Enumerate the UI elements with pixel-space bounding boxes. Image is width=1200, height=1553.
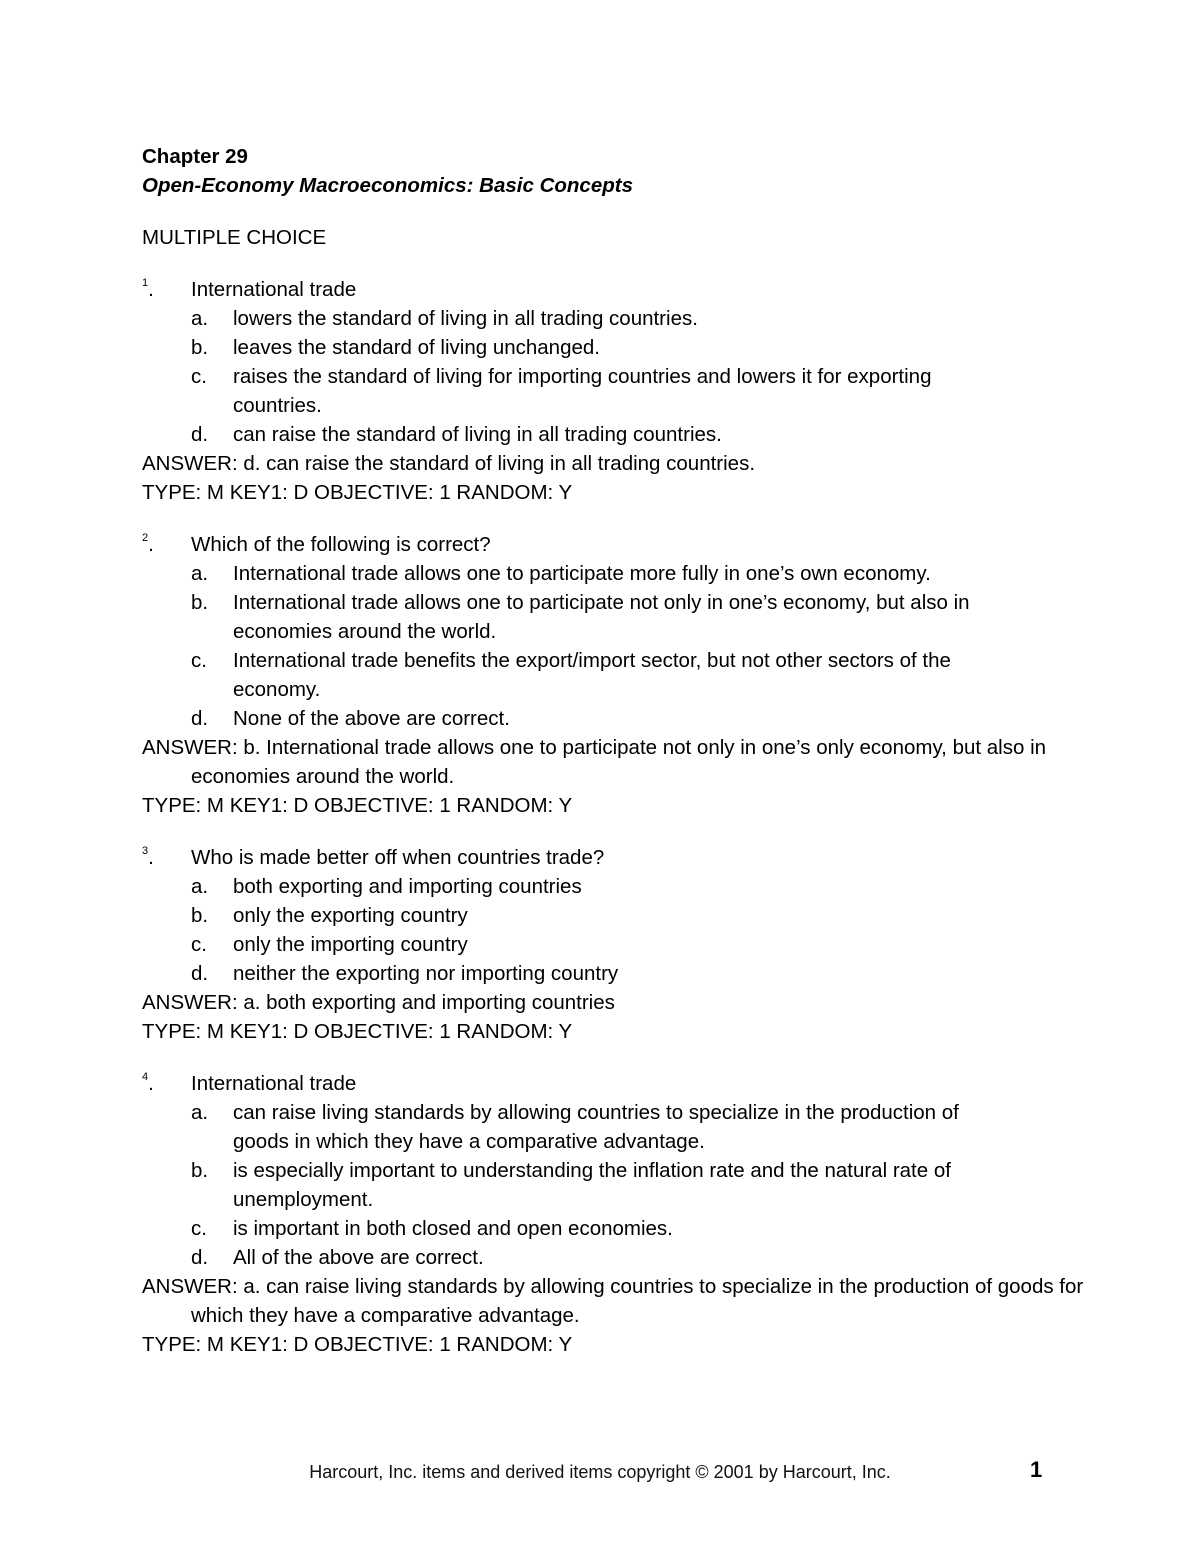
choice-text: only the importing country [233,933,468,956]
answer-choice-c [142,1214,1042,1243]
choice-letter: b. [191,591,209,614]
choice-text: raises the standard of living for importing countries and lowers it for exporting countries. [233,365,932,417]
answer-choice-d [142,704,1042,733]
answer-choice-c [142,930,1042,959]
question-number: $^4$. [142,1071,154,1095]
question-number: $^2$. [142,532,154,556]
answer-choice-b [142,1156,1042,1214]
question-metadata: TYPE: M KEY1: D OBJECTIVE: 1 RANDOM: Y [142,481,573,504]
answer-choice-a [142,872,1042,901]
choice-text: both exporting and importing countries [233,875,582,898]
answer-choice-b [142,333,1042,362]
choice-text: lowers the standard of living in all trading countries. [233,307,698,330]
answer-line: ANSWER: d. can raise the standard of living in all trading countries. [142,452,756,475]
choice-text: only the exporting country [233,904,468,927]
choice-letter: a. [191,875,209,898]
question-stem: International trade [191,278,357,301]
choice-text: can raise living standards by allowing countries to specialize in the production of goods in which they have a comparative advantage. [233,1101,959,1153]
chapter-subtitle: Open-Economy Macroeconomics: Basic Concepts [142,174,633,197]
choice-text: International trade benefits the export/import sector, but not other sectors of the economy. [233,649,951,701]
answer-line: ANSWER: b. International trade allows one to participate not only in one’s only economy, but also in economies around the world. [142,736,1047,788]
answer-choice-a [142,304,1042,333]
question-number: $^3$. [142,845,154,869]
question-metadata: TYPE: M KEY1: D OBJECTIVE: 1 RANDOM: Y [142,1020,573,1043]
answer-choice-b [142,901,1042,930]
choice-text: International trade allows one to participate not only in one’s economy, but also in economies around the world. [233,591,970,643]
answer-choice-d [142,959,1042,988]
question-metadata: TYPE: M KEY1: D OBJECTIVE: 1 RANDOM: Y [142,1333,573,1356]
choice-text: leaves the standard of living unchanged. [233,336,600,359]
choice-letter: c. [191,649,207,672]
choice-letter: d. [191,962,209,985]
choice-letter: a. [191,307,209,330]
question-1 [142,275,1042,507]
answer-line: ANSWER: a. can raise living standards by allowing countries to specialize in the production of goods for which they have a comparative advantage. [142,1275,1084,1327]
choice-text: All of the above are correct. [233,1246,484,1269]
choice-letter: d. [191,1246,209,1269]
question-stem: Which of the following is correct? [191,533,491,556]
question-2 [142,530,1047,820]
choice-letter: d. [191,423,209,446]
choice-letter: a. [191,562,209,585]
question-stem: International trade [191,1072,357,1095]
choice-letter: c. [191,1217,207,1240]
copyright-footer: Harcourt, Inc. items and derived items copyright © 2001 by Harcourt, Inc. [309,1462,891,1482]
choice-letter: b. [191,336,209,359]
answer-choice-c [142,646,1042,704]
page-number: 1 [1030,1457,1043,1482]
choice-text: International trade allows one to participate more fully in one’s own economy. [233,562,931,585]
choice-text: is especially important to understanding the inflation rate and the natural rate of unemployment. [233,1159,951,1211]
choice-text: can raise the standard of living in all trading countries. [233,423,722,446]
question-list [142,275,1084,1359]
choice-text: is important in both closed and open economies. [233,1217,673,1240]
answer-line: ANSWER: a. both exporting and importing countries [142,991,615,1014]
choice-letter: b. [191,1159,209,1182]
answer-choice-c [142,362,1042,420]
answer-choice-b [142,588,1042,646]
page-content [142,142,1084,1359]
choice-letter: c. [191,365,207,388]
question-4 [142,1069,1084,1359]
question-stem: Who is made better off when countries trade? [191,846,605,869]
answer-choice-a [142,1098,1042,1156]
answer-choice-d [142,1243,1042,1272]
question-metadata: TYPE: M KEY1: D OBJECTIVE: 1 RANDOM: Y [142,794,573,817]
choice-letter: b. [191,904,209,927]
question-3 [142,843,1042,1046]
choice-text: None of the above are correct. [233,707,510,730]
section-heading: MULTIPLE CHOICE [142,226,327,249]
choice-letter: a. [191,1101,209,1124]
choice-text: neither the exporting nor importing country [233,962,619,985]
choice-letter: d. [191,707,209,730]
question-number: $^1$. [142,277,154,301]
answer-choice-d [142,420,1042,449]
chapter-title: Chapter 29 [142,145,248,168]
choice-letter: c. [191,933,207,956]
answer-choice-a [142,559,1042,588]
